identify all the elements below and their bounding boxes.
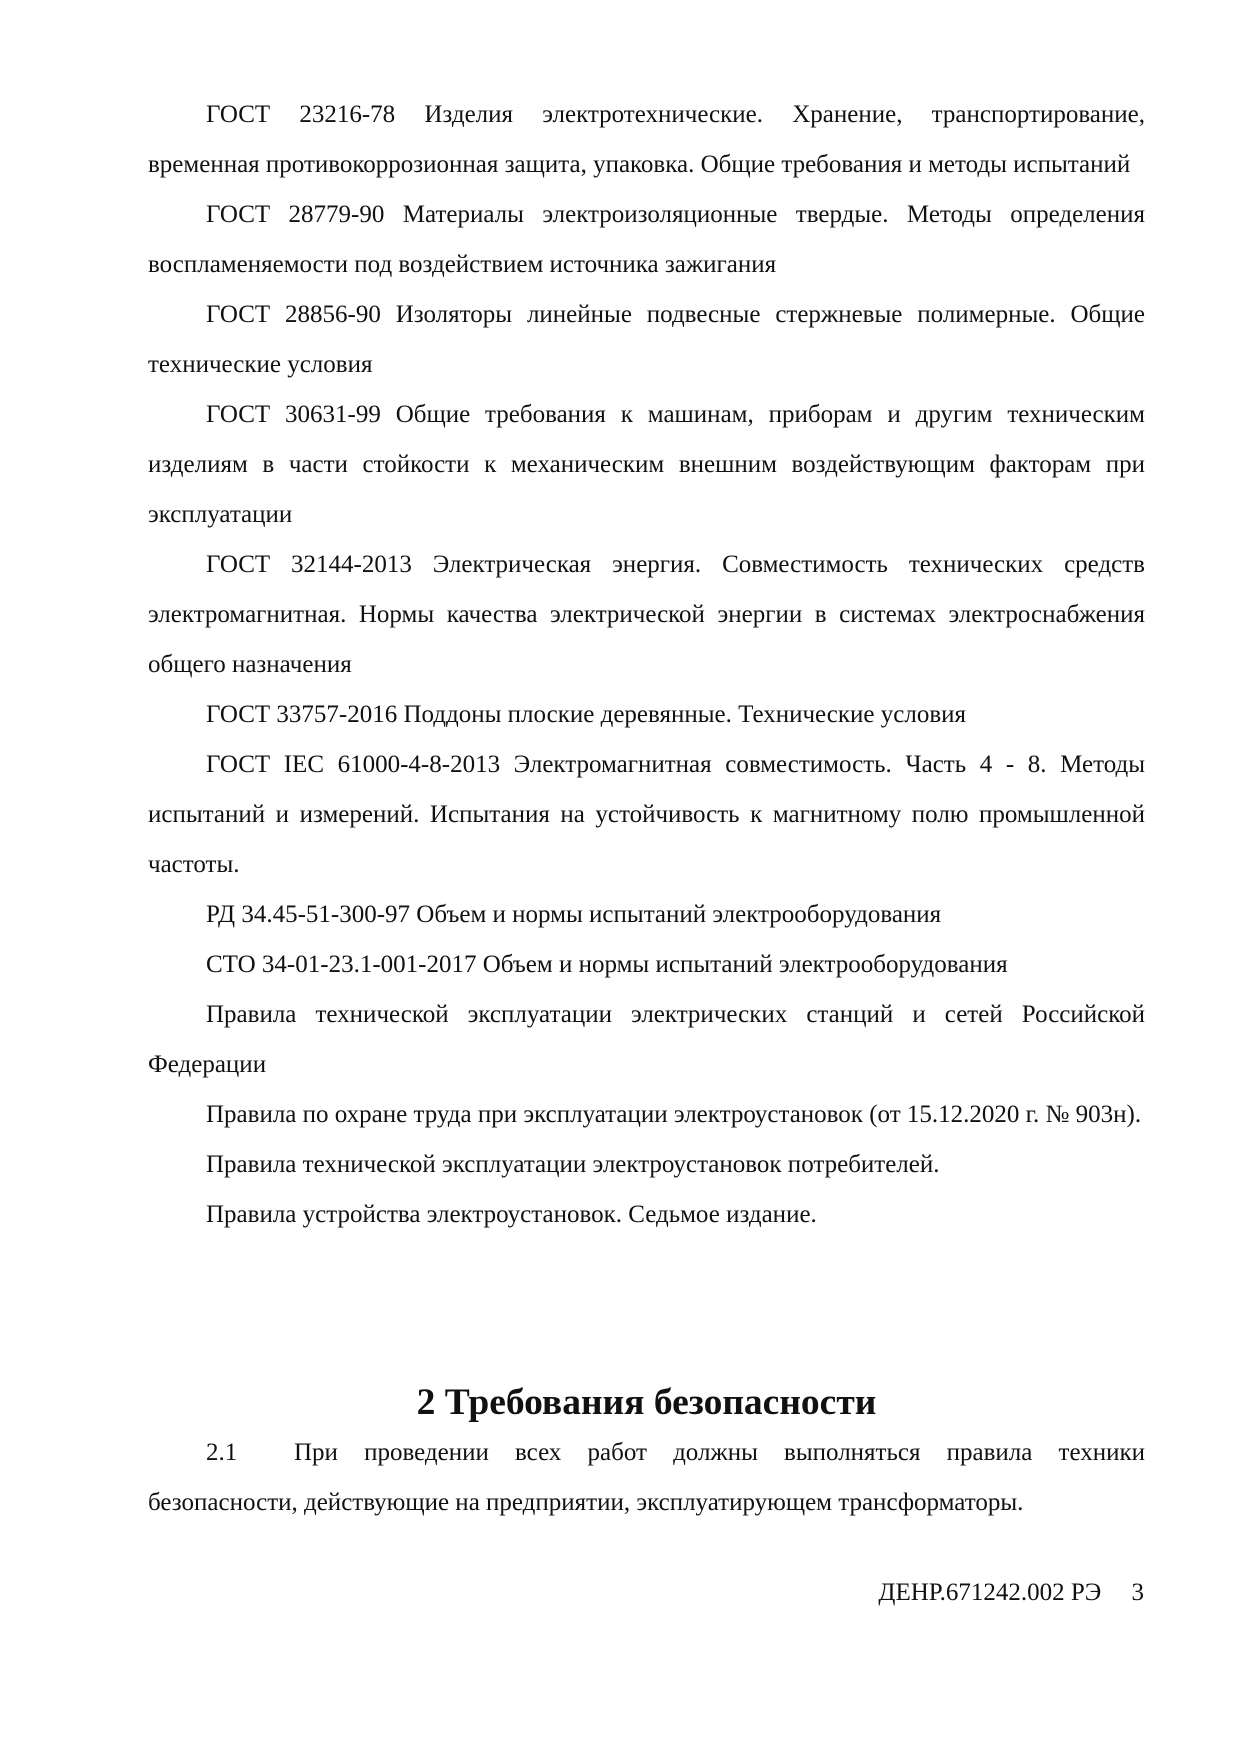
reference-item: ГОСТ 30631-99 Общие требования к машинам, приборам и другим техническим изделиям в части стойкости к механическим внешним воздействующим факторам при эксплуатации bbox=[148, 401, 1145, 528]
reference-item: ГОСТ IEC 61000-4-8-2013 Электромагнитная совместимость. Часть 4 - 8. Методы испытаний и измерений. Испытания на устойчивость к магнитному полю промышленной частоты. bbox=[148, 751, 1145, 878]
document-code: ДЕНР.671242.002 РЭ bbox=[878, 1579, 1102, 1606]
reference-item: Правила технической эксплуатации электроустановок потребителей. bbox=[206, 1151, 940, 1178]
page-footer bbox=[878, 1578, 1144, 1608]
reference-item: ГОСТ 28779-90 Материалы электроизоляционные твердые. Методы определения воспламеняемости под воздействием источника зажигания bbox=[148, 201, 1145, 278]
reference-item: ГОСТ 33757-2016 Поддоны плоские деревянные. Технические условия bbox=[206, 701, 966, 728]
reference-item: СТО 34-01-23.1-001-2017 Объем и нормы испытаний электрооборудования bbox=[206, 951, 1008, 978]
reference-item: Правила технической эксплуатации электрических станций и сетей Российской Федерации bbox=[148, 1001, 1145, 1078]
reference-item: ГОСТ 32144-2013 Электрическая энергия. Совместимость технических средств электромагнитная. Нормы качества электрической энергии в системах электроснабжения общего назначения bbox=[148, 551, 1145, 678]
page-number: 3 bbox=[1131, 1579, 1144, 1606]
reference-item: Правила устройства электроустановок. Седьмое издание. bbox=[206, 1201, 817, 1228]
reference-item: ГОСТ 23216-78 Изделия электротехнические. Хранение, транспортирование, временная противокоррозионная защита, упаковка. Общие требования и методы испытаний bbox=[148, 101, 1145, 178]
clause-paragraph bbox=[148, 1428, 1145, 1528]
reference-item: Правила по охране труда при эксплуатации электроустановок (от 15.12.2020 г. № 903н). bbox=[206, 1101, 1142, 1128]
references-list bbox=[148, 90, 1145, 1240]
section-title: 2 Требования безопасности bbox=[416, 1382, 877, 1423]
clause-number: 2.1 bbox=[206, 1439, 238, 1466]
reference-item: РД 34.45-51-300-97 Объем и нормы испытаний электрооборудования bbox=[206, 901, 942, 928]
reference-item: ГОСТ 28856-90 Изоляторы линейные подвесные стержневые полимерные. Общие технические условия bbox=[148, 301, 1145, 378]
clause-text: При проведении всех работ должны выполняться правила техники безопасности, действующие на предприятии, эксплуатирующем трансформаторы. bbox=[148, 1439, 1145, 1516]
